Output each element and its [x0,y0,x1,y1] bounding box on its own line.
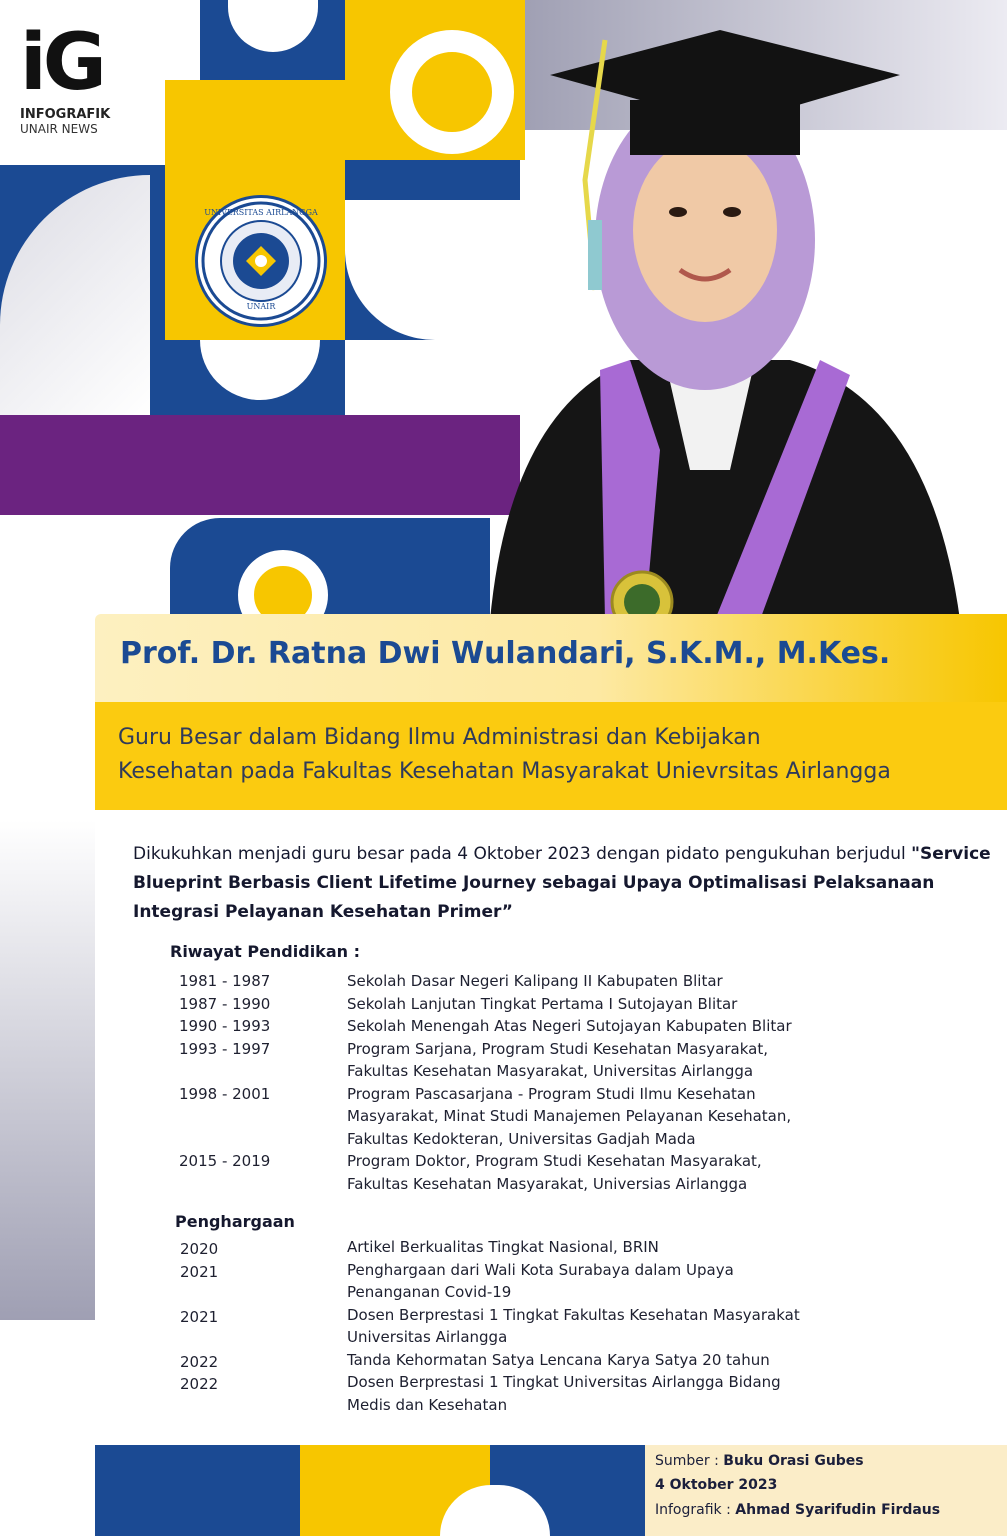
description-line: Masyarakat, Minat Studi Manajemen Pelayanan Kesehatan, [347,1107,792,1125]
item-description [347,1236,907,1259]
description-line: Artikel Berkualitas Tingkat Nasional, BRIN [347,1238,659,1256]
description-line: Medis dan Kesehatan [347,1395,508,1414]
description-line: Dosen Berprestasi 1 Tingkat Fakultas Kesehatan Masyarakat [347,1305,800,1324]
publish-date: 4 Oktober 2023 [655,1477,778,1493]
source-value: Buku Orasi Gubes [723,1453,864,1469]
seal-bottom-text: UNAIR [246,302,276,311]
description-line: Sekolah Lanjutan Tingkat Pertama I Sutojayan Blitar [347,994,738,1013]
item-years: 1998 - 2001 [179,1084,271,1103]
item-years: 2015 - 2019 [179,1152,271,1170]
logo-line1: INFOGRAFIK [20,107,111,122]
source-line [655,1453,864,1469]
description-line: Penghargaan dari Wali Kota Surabaya dalam Upaya [347,1260,734,1279]
item-years: 1981 - 1987 [179,972,271,990]
item-years: 1993 - 1997 [179,1039,271,1058]
item-years: 1990 - 1993 [179,1017,271,1035]
item-description [347,970,907,993]
item-years: 2021 [180,1262,219,1281]
logo-line2: UNAIR NEWS [20,122,98,136]
description-line: Fakultas Kesehatan Masyarakat, Universitas Airlangga [347,1062,754,1080]
item-years: 2021 [180,1307,219,1326]
subtitle-line-2: Kesehatan pada Fakultas Kesehatan Masyarakat Unievrsitas Airlangga [118,759,891,784]
item-description [347,1150,907,1195]
university-seal [195,195,327,327]
item-description [347,1083,907,1151]
item-description [347,1349,907,1372]
item-years: 2022 [180,1375,219,1393]
item-years: 2020 [180,1240,219,1258]
item-description [347,1015,907,1038]
description-line: Sekolah Menengah Atas Negeri Sutojayan Kabupaten Blitar [347,1017,792,1035]
item-description [347,1304,907,1349]
description-line: Sekolah Dasar Negeri Kalipang II Kabupaten Blitar [347,972,723,990]
infographic-line [655,1502,940,1518]
item-description [347,1259,907,1304]
speech-title: "Service Blueprint Berbasis Client Lifetime Journey sebagai Upaya Optimalisasi Pelaksanaan Integrasi Pelayanan Kesehatan Primer” [133,844,991,922]
item-description [347,993,907,1016]
professor-name: Prof. Dr. Ratna Dwi Wulandari, S.K.M., M.Kes. [120,636,891,671]
portrait-illustration [430,30,990,620]
intro-paragraph [133,840,993,927]
intro-plain-text: Dikukuhkan menjadi guru besar pada 4 Oktober 2023 dengan pidato pengukuhan berjudul [133,844,912,864]
portrait-photo [430,30,990,620]
awards-heading: Penghargaan [175,1212,295,1231]
decor-left-gradient [0,820,95,1320]
item-description [347,1038,907,1083]
subtitle-line-1: Guru Besar dalam Bidang Ilmu Administrasi dan Kebijakan [118,725,761,750]
description-line: Program Sarjana, Program Studi Kesehatan Masyarakat, [347,1039,769,1058]
description-line: Fakultas Kedokteran, Universitas Gadjah Mada [347,1129,696,1148]
education-heading: Riwayat Pendidikan : [170,942,360,961]
description-line: Dosen Berprestasi 1 Tingkat Universitas Airlangga Bidang [347,1373,781,1391]
description-line: Program Doktor, Program Studi Kesehatan Masyarakat, [347,1152,762,1170]
infographic-label: Infografik : [655,1502,736,1518]
infographic-value: Ahmad Syarifudin Firdaus [735,1502,941,1518]
description-line: Universitas Airlangga [347,1328,508,1346]
source-label: Sumber : [655,1453,724,1469]
item-years: 2022 [180,1352,219,1371]
logo-mark: iG [20,18,103,108]
description-line: Penanganan Covid-19 [347,1283,512,1301]
description-line: Program Pascasarjana - Program Studi Ilmu Kesehatan [347,1084,756,1103]
item-years: 1987 - 1990 [179,994,271,1013]
description-line: Tanda Kehormatan Satya Lencana Karya Satya 20 tahun [347,1350,770,1369]
credits-footer [645,1445,1007,1536]
description-line: Fakultas Kesehatan Masyarakat, Universias Airlangga [347,1174,748,1193]
infografik-logo [20,18,140,148]
professor-title [118,721,998,789]
item-description [347,1371,907,1416]
date-line [655,1477,777,1493]
seal-top-text: UNIVERSITAS AIRLANGGA [204,208,318,217]
